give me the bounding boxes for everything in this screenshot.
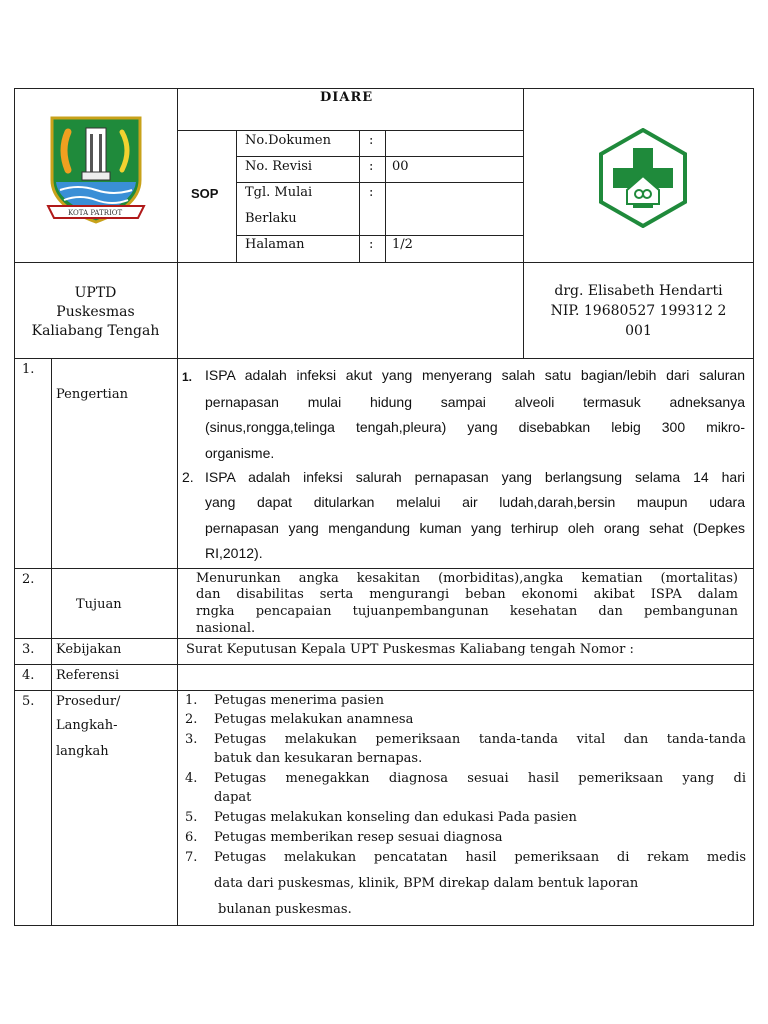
meta-sep: :	[369, 159, 374, 174]
step-number: 1.	[185, 693, 198, 708]
puskesmas-logo	[597, 128, 689, 228]
section-label: Prosedur/	[56, 694, 121, 709]
crest-ribbon-text: KOTA PATRIOT	[68, 209, 123, 217]
meta-label-halaman: Halaman	[245, 237, 305, 252]
meta-value-no-revisi: 00	[392, 159, 409, 174]
signer-nip: NIP. 19680527 199312 2	[550, 303, 727, 319]
step-continuation: bulanan puskesmas.	[218, 902, 352, 917]
health-cross-icon	[597, 128, 689, 228]
definition-line: (sinus,rongga,telinga tengah,pleura) yang disebabkan lebig 300 mikro-	[205, 419, 745, 435]
definition-line: pernapasan yang mengandung kuman yang terhirup oleh orang sehat (Depkes	[205, 520, 745, 536]
step-text: Petugas menerima pasien	[214, 693, 384, 708]
section-number: 1.	[22, 362, 35, 377]
org-line-3: Kaliabang Tengah	[31, 323, 160, 339]
meta-value-halaman: 1/2	[392, 237, 413, 252]
section-number: 2.	[22, 572, 35, 587]
definition-line: pernapasan mulai hidung sampai alveoli termasuk adneksanya	[205, 394, 745, 410]
tujuan-line: nasional.	[196, 621, 256, 636]
section-label: Langkah-	[56, 718, 118, 733]
kebijakan-text: Surat Keputusan Kepala UPT Puskesmas Kaliabang tengah Nomor :	[186, 642, 634, 657]
step-number: 6.	[185, 830, 198, 845]
tujuan-line: dan disabilitas serta mengurangi beban ekonomi akibat ISPA dalam	[196, 587, 738, 602]
tujuan-line: rngka pencapaian tujuanpembangunan kesehatan dan pembangunan	[196, 604, 738, 619]
step-number: 5.	[185, 810, 198, 825]
step-text: Petugas memberikan resep sesuai diagnosa	[214, 830, 503, 845]
definition-line: yang dapat ditularkan melalui air ludah,darah,bersin maupun udara	[205, 494, 745, 510]
meta-label-no-revisi: No. Revisi	[245, 159, 313, 174]
definition-line: RI,2012).	[205, 545, 263, 561]
section-number: 4.	[22, 668, 35, 683]
step-text: batuk dan kesukaran bernapas.	[214, 751, 423, 766]
meta-sep: :	[369, 185, 374, 200]
step-number: 4.	[185, 771, 198, 786]
meta-sep: :	[369, 237, 374, 252]
section-label: Referensi	[56, 668, 120, 683]
step-text: Petugas melakukan anamnesa	[214, 712, 414, 727]
signer-name: drg. Elisabeth Hendarti	[554, 283, 723, 299]
step-text: Petugas melakukan pemeriksaan tanda-tanda vital dan tanda-tanda	[214, 732, 746, 747]
definition-line: organisme.	[205, 445, 275, 461]
section-number: 3.	[22, 642, 35, 657]
section-label: langkah	[56, 744, 109, 759]
step-number: 7.	[185, 850, 198, 865]
step-number: 2.	[185, 712, 198, 727]
city-crest-logo	[38, 110, 154, 232]
step-continuation: data dari puskesmas, klinik, BPM direkap dalam bentuk laporan	[214, 876, 639, 891]
meta-sep: :	[369, 133, 374, 148]
step-text: Petugas melakukan pencatatan hasil pemeriksaan di rekam medis	[214, 850, 746, 865]
sop-label: SOP	[191, 186, 219, 201]
step-text: dapat	[214, 790, 252, 805]
step-text: Petugas melakukan konseling dan edukasi Pada pasien	[214, 810, 577, 825]
org-line-2: Puskesmas	[56, 304, 135, 320]
step-number: 3.	[185, 732, 198, 747]
meta-label-tgl-mulai: Tgl. Mulai	[245, 185, 313, 200]
meta-label-berlaku: Berlaku	[245, 211, 297, 226]
tujuan-line: Menurunkan angka kesakitan (morbiditas),angka kematian (mortalitas)	[196, 571, 738, 586]
section-number: 5.	[22, 694, 35, 709]
meta-label-no-dokumen: No.Dokumen	[245, 133, 331, 148]
step-text: Petugas menegakkan diagnosa sesuai hasil pemeriksaan yang di	[214, 771, 746, 786]
section-label: Kebijakan	[56, 642, 122, 657]
definition-line: ISPA adalah infeksi akut yang menyerang salah satu bagian/lebih dari saluran	[205, 367, 745, 383]
section-label: Tujuan	[76, 597, 122, 612]
section-label: Pengertian	[56, 387, 128, 402]
document-title: DIARE	[320, 90, 374, 105]
list-item-number: 1.	[182, 370, 193, 384]
org-line-1: UPTD	[74, 285, 117, 301]
definition-line: ISPA adalah infeksi salurah pernapasan yang berlangsung selama 14 hari	[205, 469, 745, 485]
list-item-number: 2.	[182, 469, 194, 485]
signer-nip-cont: 001	[625, 323, 652, 339]
